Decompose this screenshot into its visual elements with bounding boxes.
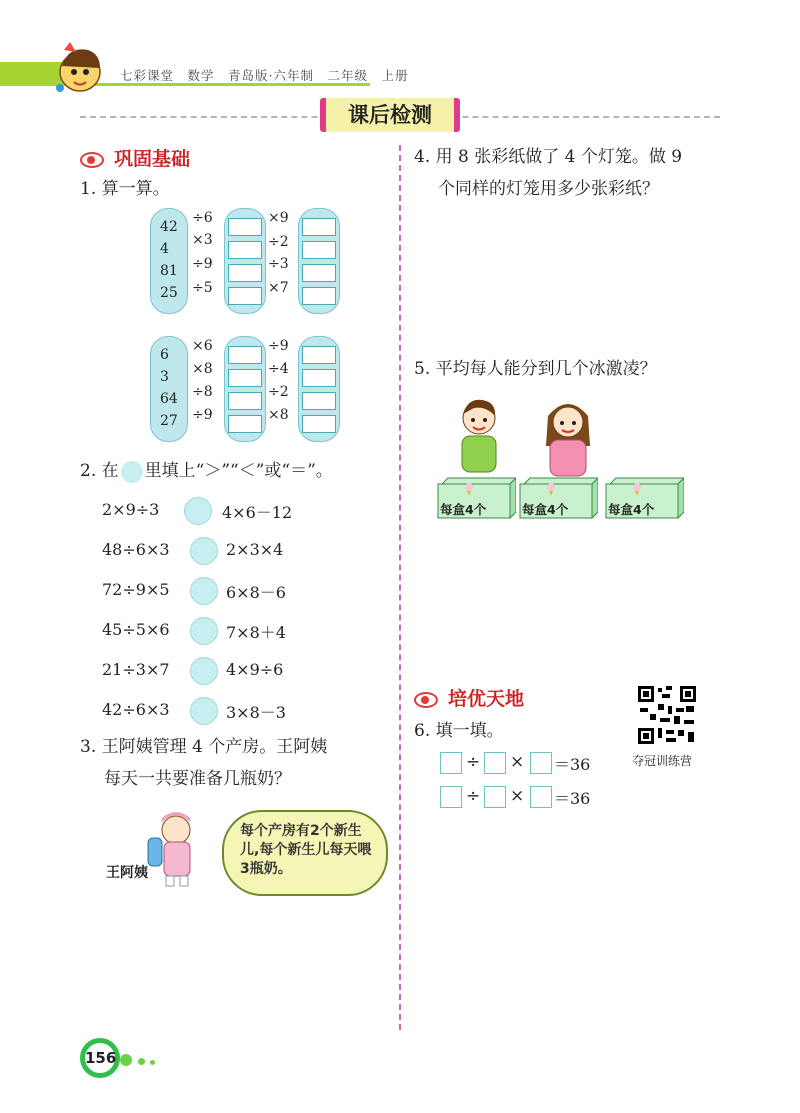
decor-dot (138, 1058, 145, 1065)
comparison-circle[interactable] (190, 577, 218, 605)
operator: ÷2 (268, 234, 289, 250)
comparison-right: 3×8－3 (226, 703, 286, 722)
result: ＝36 (554, 789, 591, 808)
question-1-label: 1. 算一算。 (80, 179, 170, 199)
eye-icon (80, 152, 104, 168)
operator: ÷ (466, 786, 481, 806)
operator: ÷9 (192, 407, 213, 423)
question-3-line-1: 3. 王阿姨管理 4 个产房。王阿姨 (80, 737, 328, 757)
mascot-icon (48, 40, 108, 96)
answer-box[interactable] (302, 369, 336, 387)
eye-icon (414, 692, 438, 708)
answer-box[interactable] (302, 392, 336, 410)
answer-box[interactable] (228, 346, 262, 364)
operator: ×3 (192, 232, 213, 248)
box-label: 每盒4个 (440, 502, 487, 517)
answer-box[interactable] (302, 415, 336, 433)
start-number: 6 (160, 347, 169, 363)
section-title-advanced: 培优天地 (414, 684, 524, 711)
operator: ×8 (268, 407, 289, 423)
comparison-left: 45÷5×6 (102, 620, 170, 639)
operator: ÷8 (192, 384, 213, 400)
speech-bubble-text: 每个产房有2个新生儿,每个新生儿每天喂3瓶奶。 (240, 823, 372, 877)
comparison-left: 48÷6×3 (102, 540, 170, 559)
operator: ×9 (268, 210, 289, 226)
answer-box[interactable] (302, 264, 336, 282)
answer-box[interactable] (228, 264, 262, 282)
start-number: 25 (160, 285, 178, 301)
qr-caption: 夺冠训练营 (632, 754, 693, 768)
question-2-label: 2. 在 里填上“＞”“＜”或“＝”。 (80, 461, 333, 481)
operator: ×7 (268, 280, 289, 296)
question-4-line-1: 4. 用 8 张彩纸做了 4 个灯笼。做 9 (414, 147, 683, 167)
page-title: 课后检测 (320, 98, 460, 132)
answer-box[interactable] (228, 392, 262, 410)
question-6-label: 6. 填一填。 (414, 721, 504, 741)
decor-dot (150, 1060, 155, 1065)
operator: ÷ (466, 752, 481, 772)
comparison-right: 6×8－6 (226, 583, 286, 602)
fill-box[interactable] (440, 752, 462, 774)
comparison-left: 72÷9×5 (102, 580, 170, 599)
answer-box[interactable] (302, 241, 336, 259)
decor-dot (120, 1054, 132, 1066)
page-number: 156 (80, 1038, 120, 1078)
answer-box[interactable] (228, 287, 262, 305)
start-number: 81 (160, 263, 178, 279)
fill-box[interactable] (484, 752, 506, 774)
section-title-basics: 巩固基础 (80, 144, 190, 171)
box-label: 每盒4个 (522, 502, 569, 517)
header-text: 七彩课堂 数学 青岛版·六年制 二年级 上册 (120, 68, 409, 83)
boy-icon (454, 396, 504, 476)
comparison-circle[interactable] (190, 697, 218, 725)
answer-box[interactable] (228, 415, 262, 433)
comparison-right: 4×9÷6 (226, 660, 284, 679)
fill-box[interactable] (484, 786, 506, 808)
start-number: 27 (160, 413, 178, 429)
operator: ÷9 (268, 338, 289, 354)
comparison-right: 2×3×4 (226, 540, 284, 559)
operator: ÷5 (192, 280, 213, 296)
column-divider (399, 145, 401, 1030)
girl-icon (538, 396, 598, 480)
answer-box[interactable] (228, 241, 262, 259)
operator: × (510, 786, 525, 806)
operator: ×8 (192, 361, 213, 377)
start-number: 4 (160, 241, 169, 257)
start-number: 42 (160, 219, 178, 235)
result: ＝36 (554, 755, 591, 774)
operator: × (510, 752, 525, 772)
fill-box[interactable] (530, 752, 552, 774)
answer-box[interactable] (302, 218, 336, 236)
operator: ÷3 (268, 256, 289, 272)
comparison-circle[interactable] (190, 617, 218, 645)
question-3-line-2: 每天一共要准备几瓶奶？ (104, 769, 291, 789)
operator: ×6 (192, 338, 213, 354)
operator: ÷4 (268, 361, 289, 377)
nurse-icon (140, 808, 210, 888)
comparison-left: 2×9÷3 (102, 500, 160, 519)
answer-box[interactable] (302, 346, 336, 364)
answer-box[interactable] (228, 369, 262, 387)
answer-box[interactable] (228, 218, 262, 236)
comparison-left: 42÷6×3 (102, 700, 170, 719)
operator: ÷2 (268, 384, 289, 400)
comparison-right: 4×6－12 (222, 503, 293, 522)
question-4-line-2: 个同样的灯笼用多少张彩纸？ (438, 179, 659, 199)
comparison-left: 21÷3×7 (102, 660, 170, 679)
comparison-circle[interactable] (190, 537, 218, 565)
start-number: 64 (160, 391, 178, 407)
circle-example-icon (121, 461, 143, 483)
qr-code-icon[interactable] (636, 684, 698, 746)
question-5-label: 5. 平均每人能分到几个冰激凌？ (414, 359, 657, 379)
operator: ÷6 (192, 210, 213, 226)
operator: ÷9 (192, 256, 213, 272)
comparison-circle[interactable] (190, 657, 218, 685)
start-number: 3 (160, 369, 169, 385)
fill-box[interactable] (530, 786, 552, 808)
answer-box[interactable] (302, 287, 336, 305)
box-label: 每盒4个 (608, 502, 655, 517)
fill-box[interactable] (440, 786, 462, 808)
nurse-label: 王阿姨 (106, 865, 148, 881)
comparison-right: 7×8＋4 (226, 623, 286, 642)
comparison-circle[interactable] (184, 497, 212, 525)
